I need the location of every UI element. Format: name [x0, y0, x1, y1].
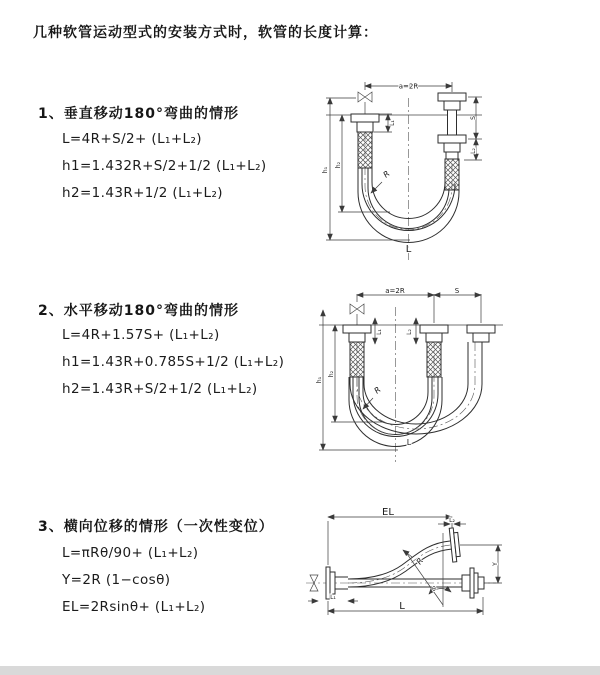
- radius-label: R: [414, 556, 426, 567]
- diagram-vertical-bend: [318, 70, 590, 270]
- dim-label-h2: h₂: [335, 161, 342, 169]
- dim-label-s: S: [470, 116, 477, 120]
- dim-label-l: L: [399, 601, 405, 612]
- length-label: L: [406, 438, 412, 447]
- length-label: L: [405, 244, 412, 255]
- dimensions: [316, 287, 481, 450]
- dim-label-s: S: [454, 287, 460, 295]
- dim-label-h2: h₂: [328, 370, 335, 378]
- dim-label-h1: h₁: [316, 376, 323, 384]
- dim-label-l2: L₂: [470, 148, 477, 154]
- dim-label-l2: L₂: [449, 517, 455, 524]
- section-3-heading: 3、横向位移的情形（一次性变位）: [38, 519, 274, 535]
- section-2-heading: 2、水平移动180°弯曲的情形: [38, 303, 239, 319]
- dim-label-l1: L₁: [376, 329, 383, 335]
- formula-1-L: L=4R+S/2+ (L₁+L₂): [62, 131, 202, 147]
- angle-label: θ: [432, 586, 436, 593]
- dim-label-l2: L₂: [406, 329, 413, 335]
- formula-1-h2: h2=1.43R+1/2 (L₁+L₂): [62, 185, 223, 201]
- right-fitting: [438, 93, 466, 190]
- dim-label-y: Y: [492, 562, 499, 566]
- radius-label: R: [381, 169, 392, 180]
- dim-label-a2r: a=2R: [385, 287, 405, 295]
- dim-label-l1: L₁: [389, 120, 396, 126]
- dim-label-a2r: a=2R: [398, 82, 419, 91]
- dim-label-h1: h₁: [322, 166, 329, 174]
- formula-2-h1: h1=1.43R+0.785S+1/2 (L₁+L₂): [62, 354, 285, 370]
- formula-1-h1: h1=1.432R+S/2+1/2 (L₁+L₂): [62, 158, 267, 174]
- dim-label-el: EL: [382, 507, 394, 518]
- right-fitting: [467, 325, 495, 342]
- right-fitting: [462, 568, 484, 598]
- left-fitting: [343, 325, 371, 377]
- valve-icon: [350, 304, 364, 325]
- middle-fitting: [420, 325, 448, 377]
- formula-3-Y: Y=2R (1−cosθ): [62, 572, 171, 588]
- dimensions: [308, 507, 502, 615]
- radius-label: R: [372, 385, 383, 396]
- diagram-lateral-displacement: [300, 495, 600, 655]
- upper-flange: [449, 527, 461, 562]
- dim-label-l1: L₁: [330, 594, 336, 601]
- page-title: 几种软管运动型式的安装方式时，软管的长度计算：: [33, 25, 378, 41]
- formula-2-h2: h2=1.43R+S/2+1/2 (L₁+L₂): [62, 381, 258, 397]
- page-edge: [0, 666, 600, 675]
- hose-arcs-displaced: [350, 342, 482, 434]
- formula-2-L: L=4R+1.57S+ (L₁+L₂): [62, 327, 220, 343]
- formula-3-EL: EL=2Rsinθ+ (L₁+L₂): [62, 599, 206, 615]
- curved-hose: [348, 541, 452, 587]
- construction-lines: [405, 533, 443, 607]
- formula-3-L: L=πRθ/90+ (L₁+L₂): [62, 545, 199, 561]
- section-1-heading: 1、垂直移动180°弯曲的情形: [38, 106, 239, 122]
- diagram-horizontal-bend: [313, 282, 593, 467]
- left-fitting: [351, 114, 379, 168]
- valve-icon: [358, 92, 372, 114]
